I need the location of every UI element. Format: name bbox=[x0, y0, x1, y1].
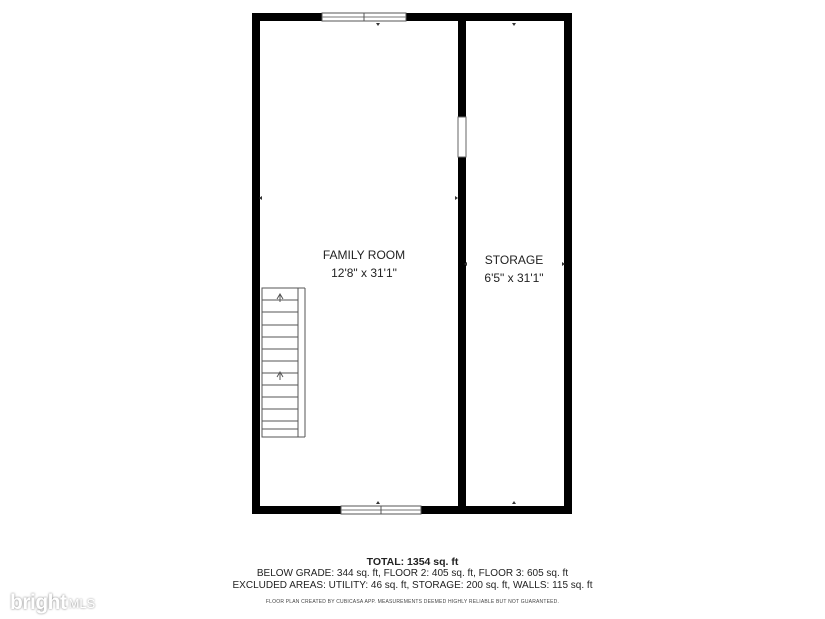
room-name: STORAGE bbox=[484, 253, 544, 267]
logo-brand: bright bbox=[10, 591, 67, 614]
staircase bbox=[262, 288, 305, 437]
excluded-areas: EXCLUDED AREAS: UTILITY: 46 sq. ft, STORAGE: 200 sq. ft, WALLS: 115 sq. ft bbox=[232, 580, 593, 591]
bottom-window bbox=[341, 506, 421, 514]
room-dimensions: 6'5" x 31'1" bbox=[484, 271, 544, 285]
room-label-storage bbox=[464, 251, 564, 287]
bright-mls-logo bbox=[10, 590, 95, 616]
top-window bbox=[322, 13, 406, 21]
partition-doorway bbox=[458, 117, 466, 157]
floor-areas: BELOW GRADE: 344 sq. ft, FLOOR 2: 405 sq. ft, FLOOR 3: 605 sq. ft bbox=[256, 568, 569, 579]
room-label-family bbox=[284, 246, 444, 282]
room-dimensions: 12'8" x 31'1" bbox=[331, 266, 397, 280]
logo-suffix: MLS bbox=[68, 595, 96, 611]
room-name: FAMILY ROOM bbox=[322, 248, 406, 262]
disclaimer: FLOOR PLAN CREATED BY CUBICASA APP. MEASUREMENTS DEEMED HIGHLY RELIABLE BUT NOT GUARANTEED. bbox=[265, 599, 560, 605]
total-area: TOTAL: 1354 sq. ft bbox=[366, 556, 459, 568]
